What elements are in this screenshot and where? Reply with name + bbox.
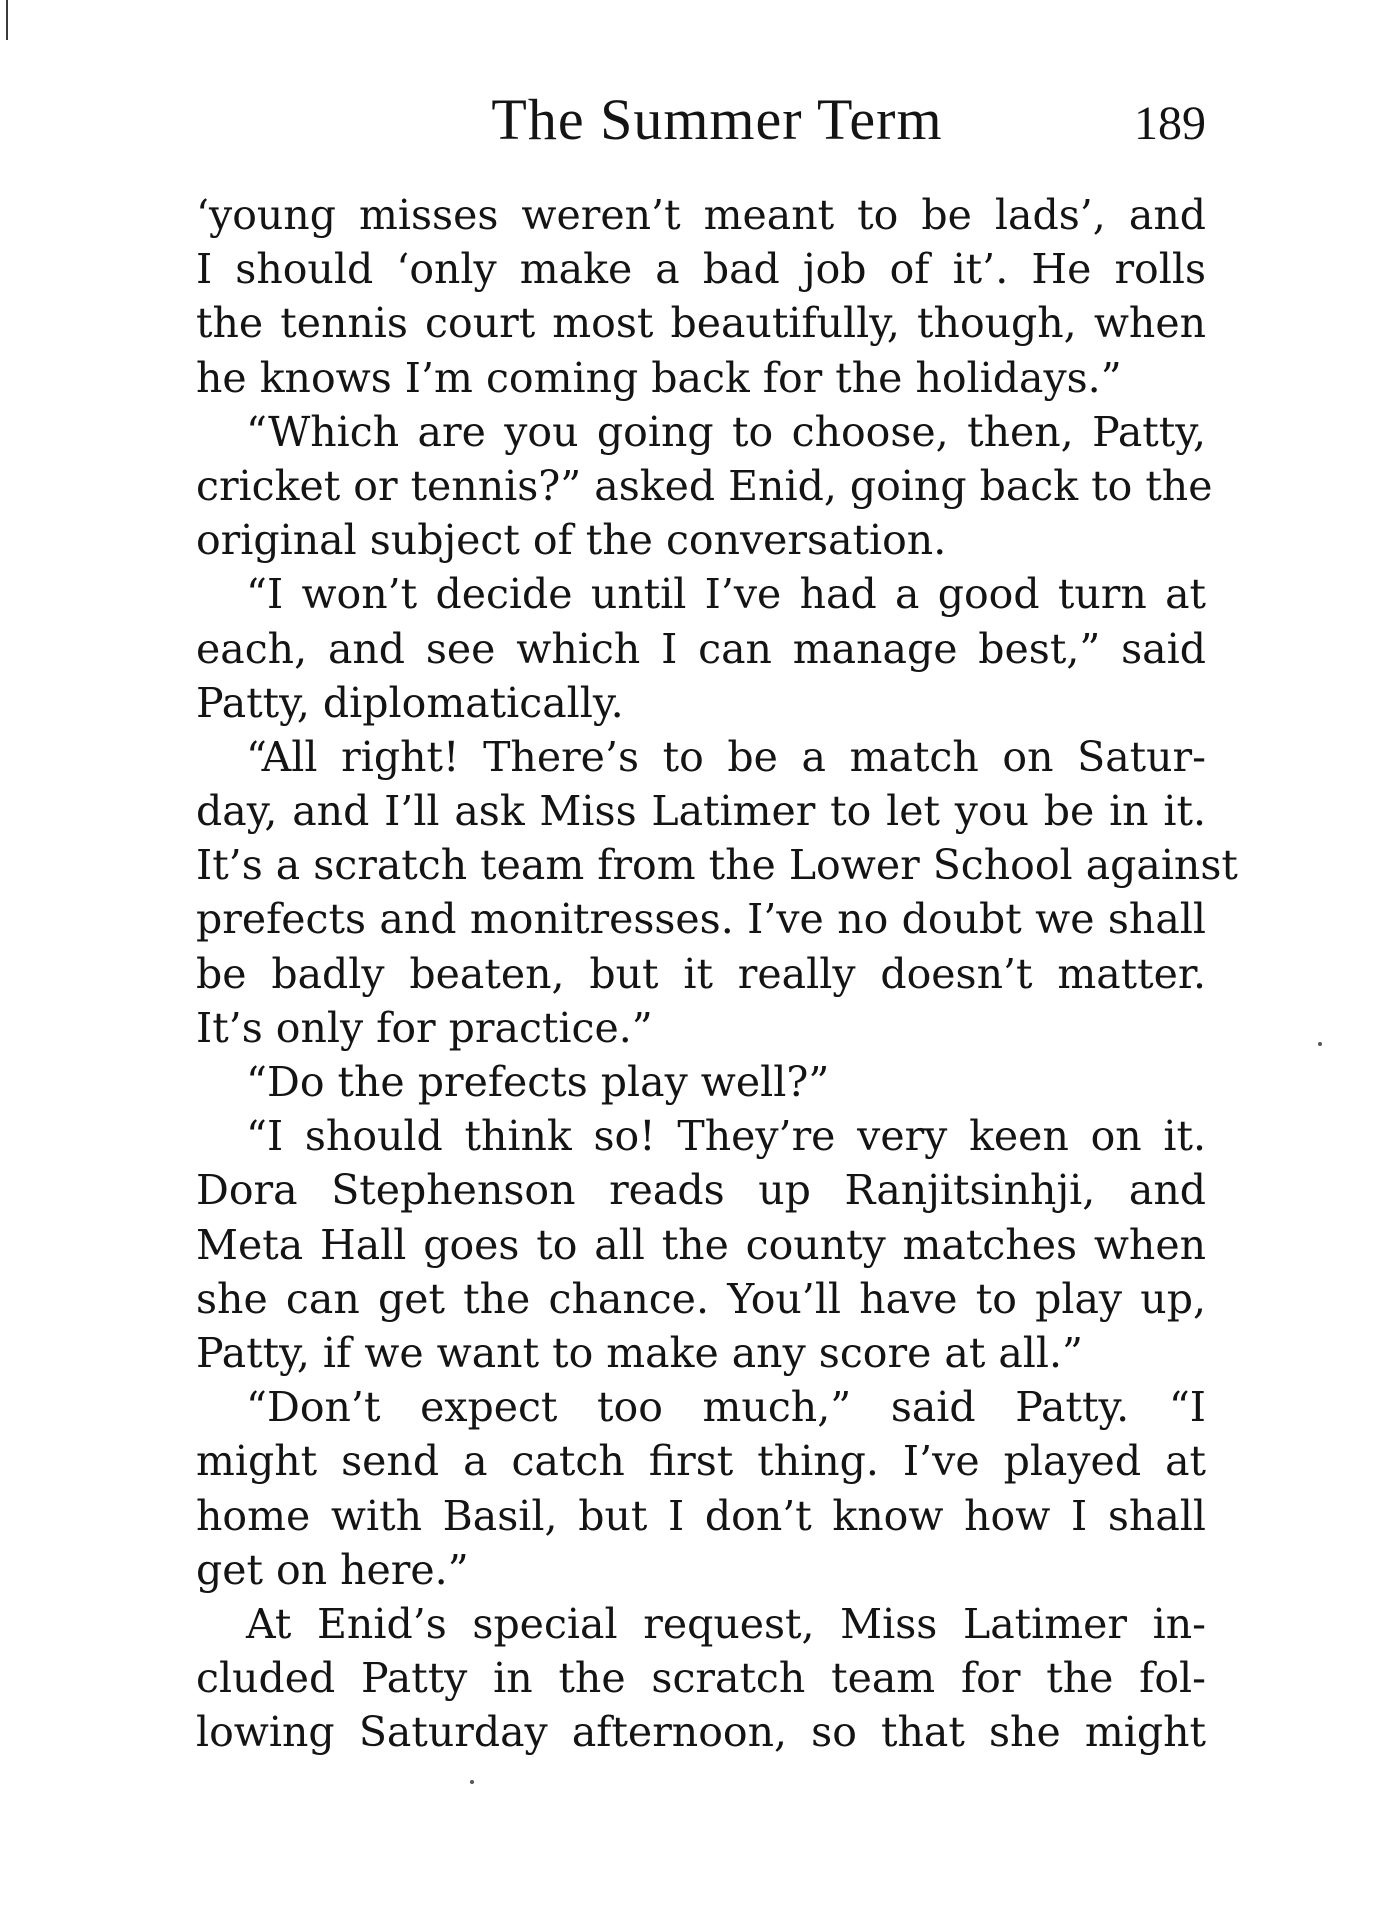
text-line: “Which are you going to choose, then, Patty, — [246, 407, 1206, 456]
text-line: she can get the chance. You’ll have to play up, — [196, 1274, 1206, 1323]
text-line: lowing Saturday afternoon, so that she might — [196, 1708, 1206, 1757]
text-line: “Don’t expect too much,” said Patty. “I — [246, 1383, 1206, 1432]
scan-edge-mark — [6, 0, 8, 40]
text-line: “All right! There’s to be a match on Satur- — [246, 732, 1206, 781]
text-line: ‘young misses weren’t meant to be lads’, and — [196, 191, 1206, 239]
text-line: Patty, diplomatically. — [196, 678, 624, 727]
paper-speck — [470, 1780, 474, 1784]
paper-speck — [1318, 1042, 1322, 1046]
text-line: “I should think so! They’re very keen on it. — [246, 1112, 1206, 1161]
page-number: 189 — [1134, 97, 1206, 150]
text-line: Dora Stephenson reads up Ranjitsinhji, and — [196, 1166, 1206, 1215]
text-line: “I won’t decide until I’ve had a good turn at — [246, 570, 1206, 619]
running-title: The Summer Term — [491, 87, 943, 152]
text-line: cluded Patty in the scratch team for the fol- — [196, 1654, 1206, 1703]
text-line: might send a catch first thing. I’ve played at — [196, 1437, 1206, 1486]
text-line: he knows I’m coming back for the holidays.” — [196, 353, 1122, 402]
text-line: original subject of the conversation. — [196, 516, 947, 565]
text-line: At Enid’s special request, Miss Latimer in- — [246, 1599, 1206, 1648]
text-line: I should ‘only make a bad job of it’. He rolls — [196, 245, 1206, 294]
page-header — [196, 82, 1206, 158]
text-line: be badly beaten, but it really doesn’t matter. — [196, 949, 1206, 998]
text-line: home with Basil, but I don’t know how I shall — [196, 1491, 1206, 1540]
text-line: each, and see which I can manage best,” said — [196, 624, 1206, 673]
text-line: the tennis court most beautifully, though, when — [196, 299, 1206, 348]
text-line: cricket or tennis?” asked Enid, going back to the — [196, 461, 1213, 510]
text-line: “Do the prefects play well?” — [246, 1058, 830, 1106]
text-line: prefects and monitresses. I’ve no doubt we shall — [196, 895, 1206, 944]
text-line: Meta Hall goes to all the county matches when — [196, 1220, 1206, 1269]
body-text — [196, 188, 1238, 1759]
text-line: It’s a scratch team from the Lower School against — [196, 841, 1238, 890]
text-line: It’s only for practice.” — [196, 1003, 653, 1052]
text-line: get on here.” — [196, 1545, 469, 1594]
text-line: Patty, if we want to make any score at all.” — [196, 1328, 1083, 1377]
text-line: day, and I’ll ask Miss Latimer to let you be in it. — [196, 787, 1206, 836]
